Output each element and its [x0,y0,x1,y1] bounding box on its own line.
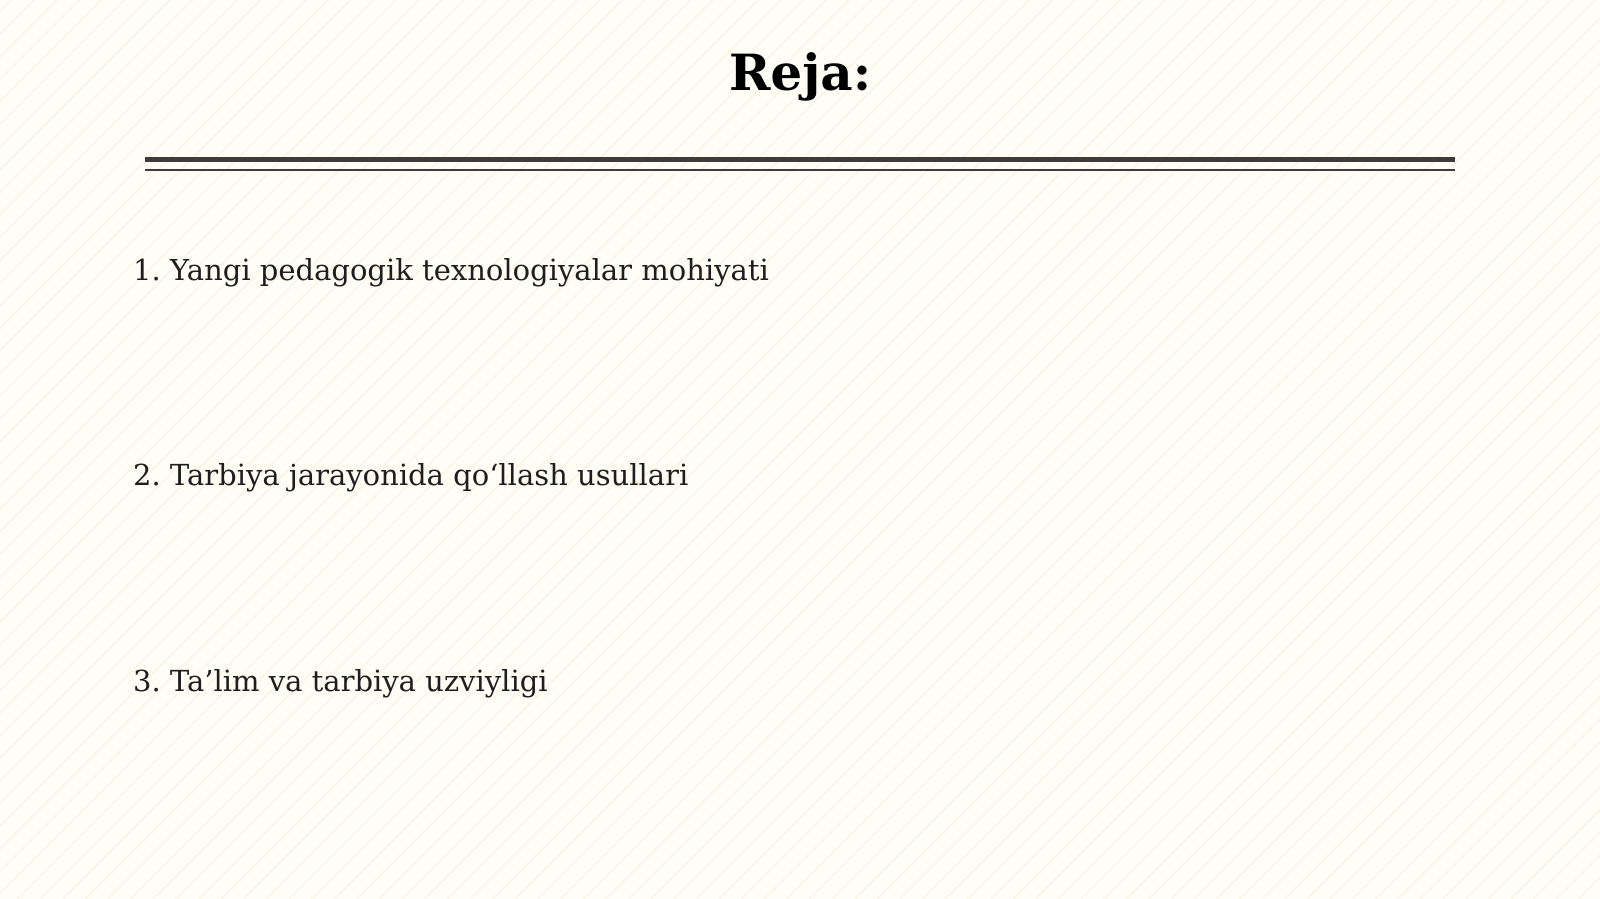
title-divider-thin [145,169,1455,171]
title-divider-thick [145,157,1455,162]
slide-title: Reja: [728,43,872,102]
plan-item-1 [133,250,769,290]
plan-item-number: 2. [133,458,161,492]
plan-item-2 [133,455,688,495]
plan-item-text: Ta’lim va tarbiya uzviyligi [169,664,548,698]
plan-item-text: Tarbiya jarayonida qo‘llash usullari [169,458,689,492]
plan-item-text: Yangi pedagogik texnologiyalar mohiyati [169,253,769,287]
plan-item-number: 1. [133,253,161,287]
plan-item-number: 3. [133,664,161,698]
plan-item-3 [133,661,548,701]
